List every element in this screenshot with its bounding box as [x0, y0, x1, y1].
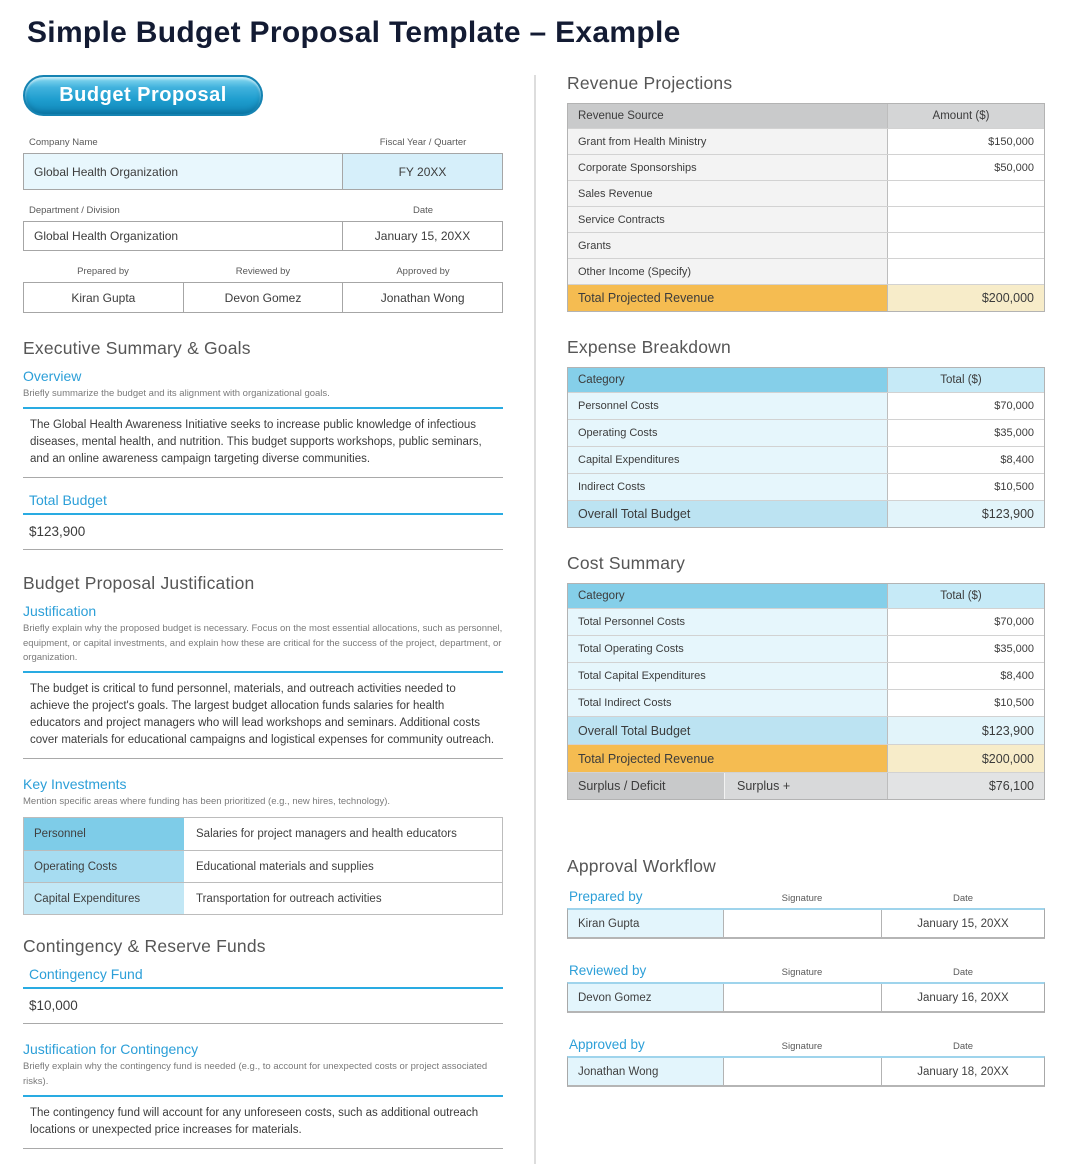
approval-header-row — [567, 1037, 1045, 1056]
date-label: Date — [412, 205, 434, 216]
department-field[interactable]: Global Health Organization — [24, 222, 342, 250]
table-row — [568, 128, 1044, 154]
table-row — [568, 180, 1044, 206]
cost-summary-table — [567, 583, 1045, 800]
approval-date-cell[interactable]: January 18, 20XX — [881, 1058, 1044, 1085]
total-label-cell: Overall Total Budget — [568, 717, 887, 744]
category-header: Category — [568, 584, 887, 608]
revenue-source-cell: Grants — [568, 233, 887, 258]
form-row-department — [23, 221, 503, 251]
justification-hint: Briefly explain why the proposed budget is necessary. Focus on the most essential allocations, such as personnel, equipment, or capital investments, and explain how these are critical for the success of the project, department, or organization. — [23, 623, 503, 663]
date-field[interactable]: January 15, 20XX — [342, 222, 502, 250]
section-heading-approval: Approval Workflow — [567, 856, 716, 876]
table-header-row — [568, 368, 1044, 392]
amount-cell[interactable] — [887, 181, 1044, 206]
approval-date-cell[interactable]: January 16, 20XX — [881, 984, 1044, 1011]
form-label-row — [23, 137, 503, 148]
table-row — [24, 850, 502, 882]
amount-cell[interactable]: $50,000 — [887, 155, 1044, 180]
revenue-source-cell: Service Contracts — [568, 207, 887, 232]
amount-cell[interactable]: $35,000 — [887, 636, 1044, 662]
divider — [23, 477, 503, 478]
investment-description-cell[interactable]: Transportation for outreach activities — [184, 883, 502, 914]
subheading-total-budget: Total Budget — [29, 492, 107, 509]
amount-cell[interactable]: $10,500 — [887, 690, 1044, 716]
table-row — [568, 689, 1044, 716]
approval-role-label: Approved by — [569, 1037, 645, 1052]
table-row — [568, 473, 1044, 500]
section-heading-justification: Budget Proposal Justification — [23, 573, 255, 594]
page-title: Simple Budget Proposal Template – Example — [27, 16, 681, 49]
amount-cell[interactable] — [887, 259, 1044, 284]
approval-role-label: Reviewed by — [569, 963, 647, 978]
total-row — [568, 500, 1044, 527]
table-row — [568, 258, 1044, 284]
total-amount-cell: $200,000 — [887, 745, 1044, 772]
table-row — [568, 232, 1044, 258]
approver-name-cell[interactable]: Devon Gomez — [568, 984, 723, 1011]
key-investments-hint: Mention specific areas where funding has been prioritized (e.g., new hires, technology). — [23, 796, 391, 808]
subheading-contingency-fund: Contingency Fund — [29, 966, 143, 983]
section-heading-executive-summary: Executive Summary & Goals — [23, 338, 251, 358]
table-row — [568, 608, 1044, 635]
date-label: Date — [952, 893, 974, 904]
amount-cell[interactable]: $70,000 — [887, 393, 1044, 419]
investment-category-cell: Operating Costs — [24, 851, 184, 882]
total-label-cell: Overall Total Budget — [568, 501, 887, 527]
left-column — [23, 75, 503, 1149]
amount-cell[interactable] — [887, 233, 1044, 258]
justification-text[interactable]: The budget is critical to fund personnel, materials, and outreach activities needed to achieve the project's goals. The largest budget allocation funds salaries for health educators and project managers who will lead workshops and seminars. Additional costs cover materials for educational campaigns and logistical expenses for community outreach. — [30, 683, 495, 747]
reviewed-by-label: Reviewed by — [235, 266, 291, 277]
approver-name-cell[interactable]: Kiran Gupta — [568, 910, 723, 937]
company-name-field[interactable]: Global Health Organization — [24, 154, 342, 189]
signature-label: Signature — [781, 967, 823, 978]
revenue-source-cell: Grant from Health Ministry — [568, 129, 887, 154]
revenue-source-header: Revenue Source — [568, 104, 887, 128]
table-row — [568, 635, 1044, 662]
contingency-fund-value[interactable]: $10,000 — [29, 998, 78, 1014]
table-row — [568, 446, 1044, 473]
approval-row — [567, 982, 1045, 1013]
subheading-overview: Overview — [23, 368, 82, 384]
approval-header-row — [567, 889, 1045, 908]
signature-cell[interactable] — [723, 984, 881, 1011]
form-label-row — [23, 266, 503, 277]
section-heading-contingency: Contingency & Reserve Funds — [23, 936, 266, 957]
contingency-justification-hint: Briefly explain why the contingency fund is needed (e.g., to account for unexpected costs or project associated risks). — [23, 1061, 488, 1087]
amount-cell[interactable]: $150,000 — [887, 129, 1044, 154]
table-row — [568, 154, 1044, 180]
table-header-row — [568, 104, 1044, 128]
amount-cell[interactable]: $8,400 — [887, 663, 1044, 689]
investment-category-cell: Personnel — [24, 818, 184, 850]
section-heading-cost-summary: Cost Summary — [567, 553, 686, 573]
subheading-contingency-justification: Justification for Contingency — [23, 1041, 199, 1058]
overview-text[interactable]: The Global Health Awareness Initiative seeks to increase public knowledge of infectious diseases, mental health, and nutrition. This budget supports workshops, public seminars, and an online awareness campaign targeting diverse communities. — [30, 419, 482, 466]
amount-cell[interactable] — [887, 207, 1044, 232]
category-cell: Total Indirect Costs — [568, 690, 887, 716]
fiscal-year-field[interactable]: FY 20XX — [342, 154, 502, 189]
overview-hint: Briefly summarize the budget and its alignment with organizational goals. — [23, 388, 330, 399]
signature-cell[interactable] — [723, 910, 881, 937]
surplus-amount-cell: $76,100 — [887, 773, 1044, 799]
overall-total-row — [568, 716, 1044, 744]
signature-cell[interactable] — [723, 1058, 881, 1085]
approval-row — [567, 1056, 1045, 1087]
reviewed-by-field[interactable]: Devon Gomez — [183, 283, 343, 312]
form-row-company — [23, 153, 503, 190]
fiscal-year-label: Fiscal Year / Quarter — [379, 137, 467, 148]
section-heading-expense: Expense Breakdown — [567, 337, 731, 357]
prepared-by-label: Prepared by — [77, 266, 129, 277]
divider — [23, 1148, 503, 1149]
revenue-source-cell: Sales Revenue — [568, 181, 887, 206]
approver-name-cell[interactable]: Jonathan Wong — [568, 1058, 723, 1085]
category-cell: Total Capital Expenditures — [568, 663, 887, 689]
subheading-key-investments: Key Investments — [23, 776, 127, 793]
amount-header: Amount ($) — [887, 104, 1044, 128]
column-divider — [534, 75, 536, 1164]
table-row — [24, 882, 502, 914]
divider — [23, 549, 503, 550]
category-cell: Indirect Costs — [568, 474, 887, 500]
approval-block-approved — [567, 1037, 1045, 1087]
category-header: Category — [568, 368, 887, 392]
total-budget-value[interactable]: $123,900 — [29, 524, 86, 540]
budget-proposal-badge: Budget Proposal — [23, 75, 263, 116]
approved-by-field[interactable]: Jonathan Wong — [342, 283, 502, 312]
amount-cell[interactable]: $10,500 — [887, 474, 1044, 500]
amount-cell[interactable]: $35,000 — [887, 420, 1044, 446]
expense-table — [567, 367, 1045, 528]
signature-label: Signature — [781, 893, 823, 904]
amount-cell[interactable]: $8,400 — [887, 447, 1044, 473]
category-cell: Total Operating Costs — [568, 636, 887, 662]
total-header: Total ($) — [887, 584, 1044, 608]
category-cell: Capital Expenditures — [568, 447, 887, 473]
investment-description-cell[interactable]: Salaries for project managers and health educators — [184, 818, 502, 850]
approval-header-row — [567, 963, 1045, 982]
table-row — [568, 662, 1044, 689]
revenue-source-cell: Other Income (Specify) — [568, 259, 887, 284]
section-heading-revenue: Revenue Projections — [567, 73, 733, 93]
revenue-source-cell: Corporate Sponsorships — [568, 155, 887, 180]
surplus-status-cell[interactable]: Surplus + — [724, 773, 887, 799]
surplus-row — [568, 772, 1044, 799]
approval-block-reviewed — [567, 963, 1045, 1013]
department-label: Department / Division — [29, 205, 120, 216]
table-header-row — [568, 584, 1044, 608]
investment-category-cell: Capital Expenditures — [24, 883, 184, 914]
divider — [23, 1023, 503, 1024]
approval-role-label: Prepared by — [569, 889, 643, 904]
key-investments-table — [23, 817, 503, 915]
right-column — [567, 73, 1045, 1087]
total-amount-cell: $123,900 — [887, 501, 1044, 527]
approval-date-cell[interactable]: January 15, 20XX — [881, 910, 1044, 937]
category-cell: Total Personnel Costs — [568, 609, 887, 635]
total-amount-cell: $200,000 — [887, 285, 1044, 311]
table-row — [568, 419, 1044, 446]
table-row — [568, 392, 1044, 419]
date-label: Date — [952, 1041, 974, 1052]
category-cell: Operating Costs — [568, 420, 887, 446]
date-label: Date — [952, 967, 974, 978]
approval-row — [567, 908, 1045, 939]
total-label-cell: Total Projected Revenue — [568, 285, 887, 311]
form-label-row — [23, 205, 503, 216]
total-label-cell: Total Projected Revenue — [568, 745, 887, 772]
investment-description-cell[interactable]: Educational materials and supplies — [184, 851, 502, 882]
approved-by-label: Approved by — [396, 266, 450, 277]
revenue-table — [567, 103, 1045, 312]
signature-label: Signature — [781, 1041, 823, 1052]
table-row — [568, 206, 1044, 232]
form-row-people — [23, 282, 503, 313]
company-name-label: Company Name — [29, 137, 98, 148]
amount-cell[interactable]: $70,000 — [887, 609, 1044, 635]
category-cell: Personnel Costs — [568, 393, 887, 419]
surplus-label-cell: Surplus / Deficit — [568, 773, 724, 799]
prepared-by-field[interactable]: Kiran Gupta — [24, 283, 183, 312]
subheading-justification: Justification — [23, 603, 97, 620]
approval-block-prepared — [567, 889, 1045, 939]
divider — [23, 758, 503, 759]
projected-revenue-row — [568, 744, 1044, 772]
total-amount-cell: $123,900 — [887, 717, 1044, 744]
total-header: Total ($) — [887, 368, 1044, 392]
table-row — [24, 818, 502, 850]
contingency-justification-text[interactable]: The contingency fund will account for any unforeseen costs, such as additional outreach locations or unexpected price increases for materials. — [30, 1106, 479, 1136]
total-row — [568, 284, 1044, 311]
